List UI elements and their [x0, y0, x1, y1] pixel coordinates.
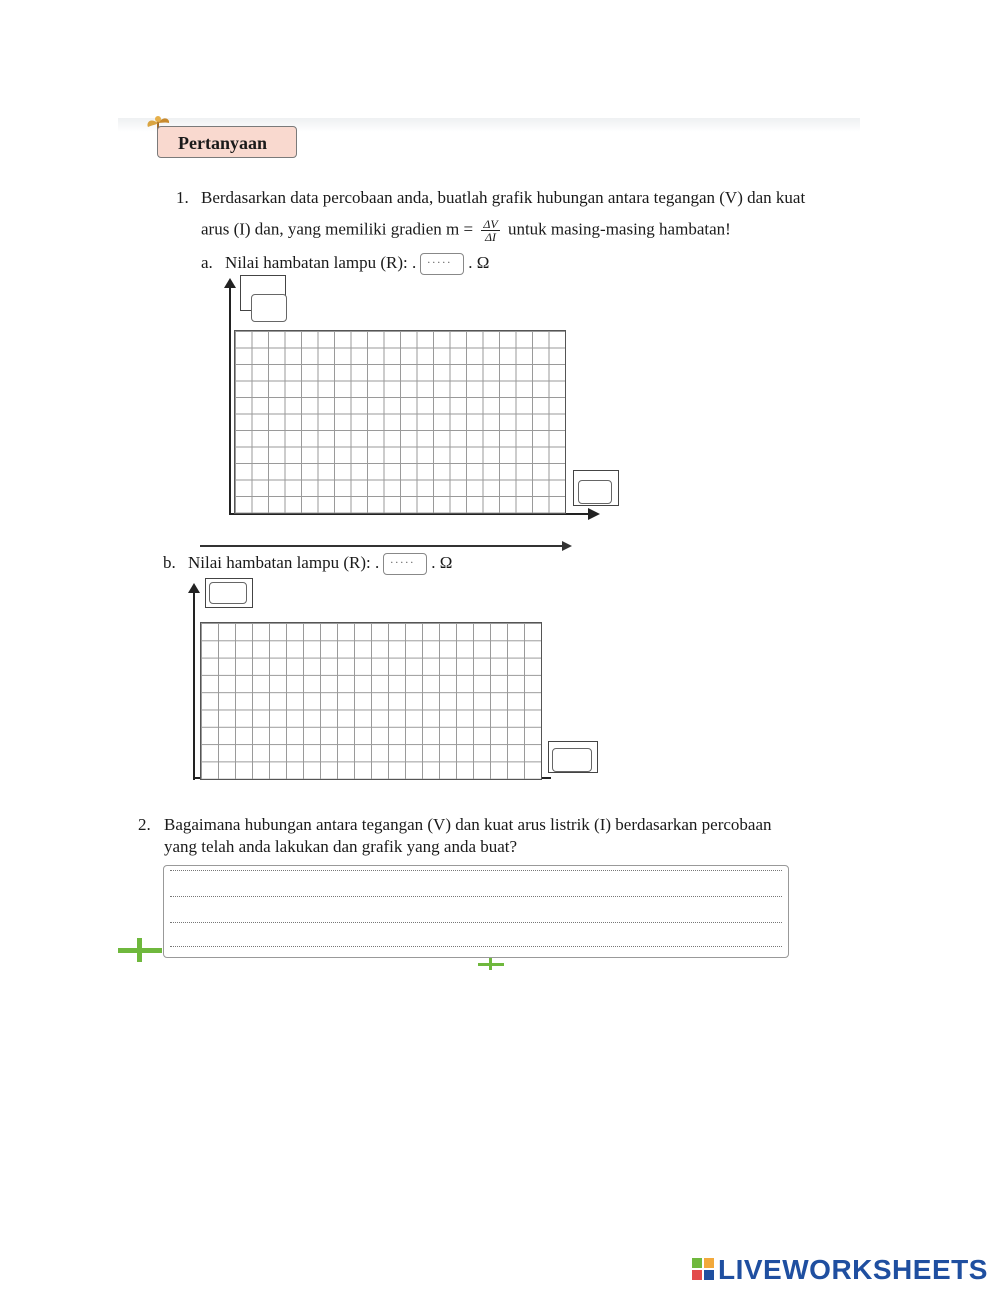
graph-a-y-label-input[interactable]: [251, 294, 287, 322]
part-b-label: b.: [163, 553, 176, 572]
fraction-numerator: ΔV: [483, 217, 498, 231]
graph-b-y-axis: [193, 590, 195, 780]
question-2-number: 2.: [138, 815, 151, 834]
brand-name: LIVEWORKSHEETS: [718, 1254, 988, 1285]
resistance-a-input[interactable]: [420, 253, 464, 275]
graph-a-y-arrow-icon: [224, 278, 236, 288]
answer-textarea[interactable]: [163, 865, 789, 958]
separator-line: [200, 545, 566, 547]
resize-handle-icon: [489, 958, 492, 970]
liveworksheets-logo-icon: [692, 1258, 714, 1280]
question-1-line-2a: arus (I) dan, yang memiliki gradien m =: [201, 219, 474, 239]
graph-b-grid: [200, 622, 542, 780]
part-b-unit: . Ω: [431, 553, 453, 572]
dotted-line: [170, 946, 782, 947]
question-1-line-2: [201, 218, 731, 243]
question-2-line-2: yang telah anda lakukan dan grafik yang anda buat?: [164, 837, 518, 856]
part-a-row: [201, 253, 489, 275]
section-title: Pertanyaan: [157, 126, 297, 158]
dotted-line: [170, 896, 782, 897]
graph-a-y-axis: [229, 285, 231, 515]
dotted-line: [170, 870, 782, 871]
part-a-text: Nilai hambatan lampu (R): .: [225, 253, 417, 272]
question-1-number: 1.: [176, 188, 189, 207]
part-b-text: Nilai hambatan lampu (R): .: [188, 553, 380, 572]
graph-a-grid: [234, 330, 566, 514]
question-1-line-1: Berdasarkan data percobaan anda, buatlah grafik hubungan antara tegangan (V) dan kuat: [201, 188, 806, 207]
part-a-unit: . Ω: [468, 253, 490, 272]
resize-handle-icon: [137, 938, 142, 962]
question-2-line-1: Bagaimana hubungan antara tegangan (V) dan kuat arus listrik (I) berdasarkan percobaan: [164, 815, 772, 834]
part-b-row: [163, 553, 452, 575]
graph-b-x-label-input[interactable]: [552, 748, 592, 772]
fraction-denominator: ΔI: [484, 230, 497, 244]
graph-b-y-arrow-icon: [188, 583, 200, 593]
dotted-line: [170, 922, 782, 923]
graph-a-x-label-input[interactable]: [578, 480, 612, 504]
resistance-b-input[interactable]: [383, 553, 427, 575]
question-1-line-2b: untuk masing-masing hambatan!: [507, 219, 731, 239]
part-a-label: a.: [201, 253, 213, 272]
separator-arrow-icon: [562, 541, 572, 551]
graph-a-x-arrow-icon: [588, 508, 600, 520]
gradient-fraction: [481, 218, 499, 243]
graph-b-y-label-input[interactable]: [209, 582, 247, 604]
